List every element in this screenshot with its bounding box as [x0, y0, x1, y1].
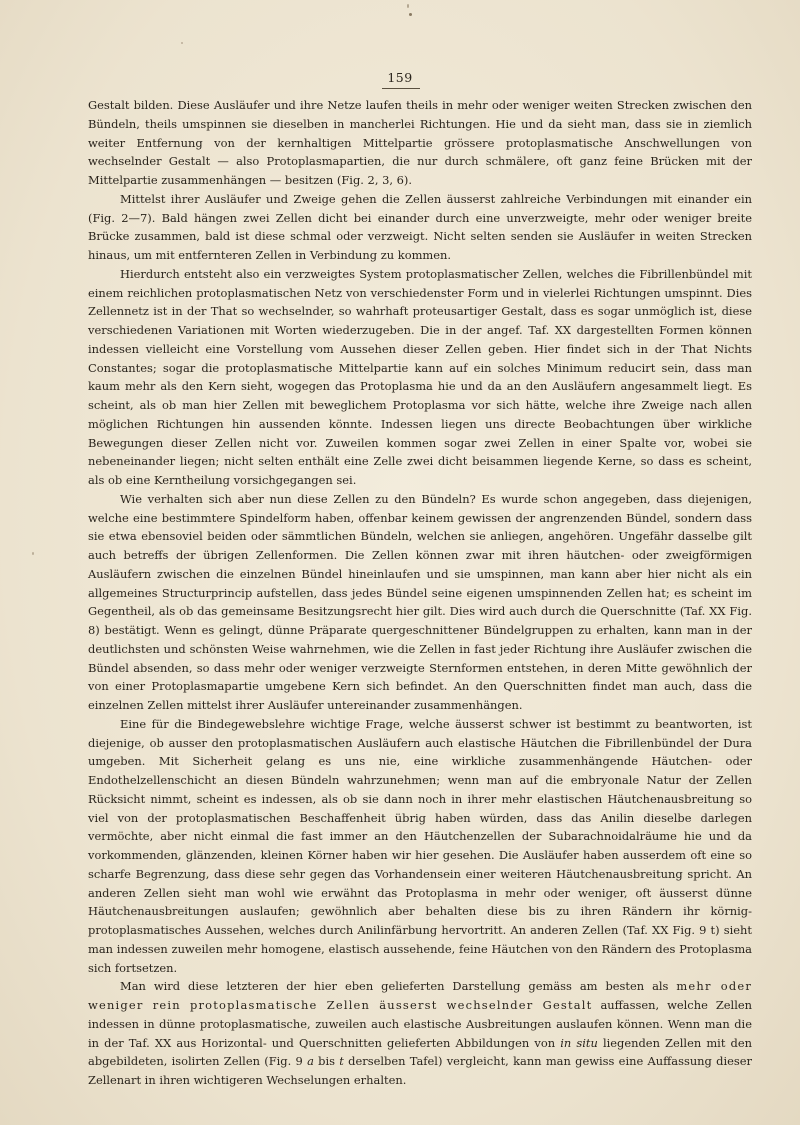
paragraph [88, 977, 752, 1090]
text-run: liegenden Zellen mit den abgebildeten, isolirten Zellen (Fig. 9 [88, 1035, 752, 1069]
paper-speck [181, 42, 183, 44]
italic-text: in situ [560, 1035, 598, 1050]
body-text [88, 96, 752, 1090]
paragraph: Mittelst ihrer Ausläufer und Zweige gehen die Zellen äusserst zahlreiche Verbindungen mit einander ein (Fig. 2—7). Bald hängen zwei Zellen dicht bei einander durch eine unverzweigte, mehr oder weniger breite Brücke zusammen, bald ist diese schmal oder verzweigt. Nicht selten senden sie Ausläufer in weiten Strecken hinaus, um mit entfernteren Zellen in Verbindung zu kommen. [88, 191, 752, 262]
text-run: auffassen, welche Zellen indessen in dünne protoplasmatische, zuweilen auch elastische Ausbreitungen auslaufen können. Wenn man die in der Taf. XX aus Horizontal- und Querschnitten gelieferten Abbildungen von [88, 998, 752, 1050]
italic-text: a [307, 1054, 314, 1069]
italic-text: t [339, 1054, 344, 1069]
paper-speck [407, 4, 409, 8]
paragraph: Wie verhalten sich aber nun diese Zellen zu den Bündeln? Es wurde schon angegeben, dass diejenigen, welche eine bestimmtere Spindelform haben, offenbar keinem gewissen der angrenzenden Bündel, sondern dass sie etwa ebensoviel beiden oder sämmtlichen Bündeln, welchen sie anliegen, angehören. Ungefähr dasselbe gilt auch betreffs der übrigen Zellenformen. Die Zellen können zwar mit ihren häutchen- oder zweigförmigen Ausläufern zwischen die einzelnen Bündel hineinlaufen und sie umspinnen, man kann aber hier nicht als ein allgemeines Structurprincip aufstellen, dass jedes Bündel seine eigenen umspinnenden Zellen hat; es scheint im Gegentheil, als ob das gemeinsame Besitzungsrecht hier gilt. Dies wird auch durch die Querschnitte (Taf. XX Fig. 8) bestätigt. Wenn es gelingt, dünne Präparate quergeschnittener Bündelgruppen zu erhalten, kann man in der deutlichsten und schönsten Weise wahrnehmen, wie die Zellen in fast jeder Richtung ihre Ausläufer zwischen die Bündel absenden, so dass mehr oder weniger verzweigte Sternformen entstehen, in deren Mitte gewöhnlich der von einer Protoplasmapartie umgebene Kern sich befindet. An den Querschnitten findet man auch, dass die einzelnen Zellen mittelst ihrer Ausläufer untereinander zusammenhängen. [88, 491, 752, 712]
paper-speck [32, 552, 34, 555]
text-run: Man wird diese letzteren der hier eben gelieferten Darstellung gemäss am besten als [120, 979, 677, 994]
page-number-rule [382, 88, 420, 89]
paragraph: Gestalt bilden. Diese Ausläufer und ihre Netze laufen theils in mehr oder weniger weiten Strecken zwischen den Bündeln, theils umspinnen sie dieselben in mancherlei Richtungen. Hie und da sieht man, dass sie in ziemlich weiter Entfernung von der kernhaltigen Mittelpartie grössere protoplasmatische Anschwellungen von wechselnder Gestalt — also Protoplasmapartien, die nur durch schmälere, oft ganz feine Brücken mit der Mittelpartie zusammenhängen — besitzen (Fig. 2, 3, 6). [88, 98, 752, 187]
paragraph: Hierdurch entsteht also ein verzweigtes System protoplasmatischer Zellen, welches die Fibrillenbündel mit einem reichlichen protoplasmatischen Netz von verschiedenster Form und in vielerlei Richtungen umspinnt. Dies Zellennetz ist in der That so wechselnder, so wahrhaft proteusartiger Gestalt, dass es sogar unmöglich ist, diese verschiedenen Variationen mit Worten wiederzugeben. Die in der angef. Taf. XX dargestellten Formen können indessen vielleicht eine Vorstellung vom Aussehen dieser Zellen geben. Hier findet sich in der That Nichts Constantes; sogar die protoplasmatische Mittelpartie kann auf ein solches Minimum reducirt sein, dass man kaum mehr als den Kern sieht, wogegen das Protoplasma hie und da an den Ausläufern angesammelt liegt. Es scheint, als ob man hier Zellen mit beweglichem Protoplasma vor sich hätte, welche ihre Zweige nach allen möglichen Richtungen hin aussenden könnte. Indessen liegen uns directe Beobachtungen über wirkliche Bewegungen dieser Zellen nicht vor. Zuweilen kommen sogar zwei Zellen in einer Spalte vor, wobei sie nebeneinander liegen; nicht selten enthält eine Zelle zwei dicht beisammen liegende Kerne, so dass es scheint, als ob eine Kerntheilung vorsichgegangen sei. [88, 266, 752, 487]
paper-speck [409, 13, 412, 16]
paragraph: Eine für die Bindegewebslehre wichtige Frage, welche äusserst schwer ist bestimmt zu beantworten, ist diejenige, ob ausser den protoplasmatischen Ausläufern auch elastische Häutchen die Fibrillenbündel der Dura umgeben. Mit Sicherheit gelang es uns nie, eine wirkliche zusammenhängende Häutchen- oder Endothelzellenschicht an diesen Bündeln wahrzunehmen; wenn man auf die embryonale Natur der Zellen Rücksicht nimmt, scheint es indessen, als ob sie dann noch in ihrer mehr elastischen Häutchenausbreitung so viel von der protoplasmatischen Beschaffenheit übrig haben würden, dass das Anilin dieselbe darlegen vermöchte, aber nicht einmal die fast immer an den Häutchenzellen der Subarachnoidalräume hie und da vorkommenden, glänzenden, kleinen Körner haben wir hier gesehen. Die Ausläufer haben ausserdem oft eine so scharfe Begrenzung, dass diese sehr gegen das Vorhandensein einer weiteren Häutchenausbreitung spricht. An anderen Zellen sieht man wohl wie erwähnt das Protoplasma in mehr oder weniger, oft äusserst dünne Häutchenausbreitungen auslaufen; gewöhnlich aber behalten diese bis zu ihren Rändern ihr körnig-protoplasmatisches Aussehen, welches durch Anilinfärbung hervortritt. An anderen Zellen (Taf. XX Fig. 9 t) sieht man indessen zuweilen mehr homogene, elastisch aussehende, feine Häutchen von den Rändern des Protoplasma sich fortsetzen. [88, 716, 752, 975]
text-run: derselben Tafel) vergleicht, kann man gewiss eine Auffassung dieser Zellenart in ihren wichtigeren Wechselungen erhalten. [88, 1054, 752, 1087]
text-run: bis [313, 1054, 340, 1069]
page-number: 159 [387, 70, 413, 85]
emphasized-text: mehr oder weniger rein protoplasmatische Zellen äusserst wechselnder Gestalt [88, 979, 753, 1012]
